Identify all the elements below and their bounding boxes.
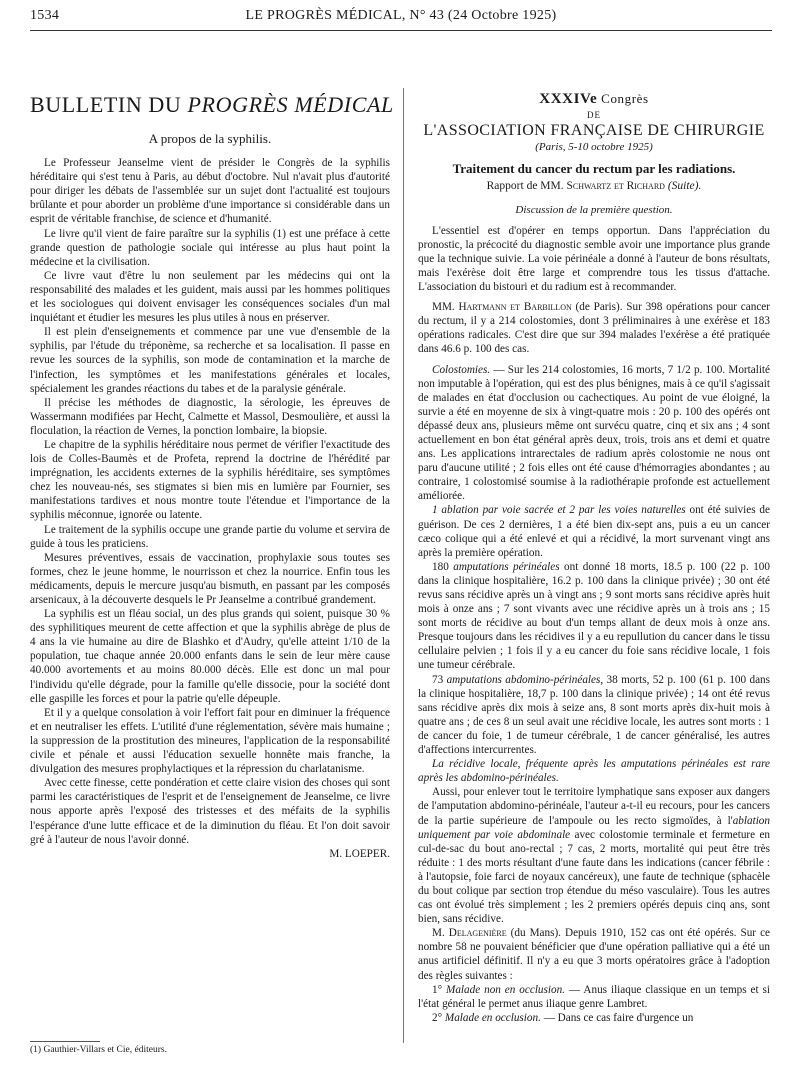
run-in-heading: amputations abdomino-périnéales: [446, 673, 601, 686]
paragraph: Le chapitre de la syphilis héréditaire nous permet de vérifier l'exactitude des lois de Colles-Baumès et de Profeta, reprend la doctrine de l'hérédité par imprégnation, les accidents externes de la syphilis héréditaire, ses symptômes chez les nouveau-nés, ses stigmates si bien mis en lumière par Fournier, ses manifestations tardives et nous montre toute l'étendue et l'importance de la syphilis méconnue, ignorée ou latente.: [30, 438, 390, 522]
paragraph-text: , 38 morts, 52 p. 100 (61 p. 100 dans la clinique hospitalière, 18,7 p. 100 dans la clinique privée) ; 14 ont été revus sans récidive après dix mois à seize ans, 8 sont morts après dix-huit mois à quatre ans ; de ces 8 un seul avait une récidive locale, les autres sont morts : 1 de cancer du foie, 1 de tumeur cérébrale, 1 de cancer généralisé, les autres d'affections intercurrentes.: [418, 673, 771, 757]
paragraph: La syphilis est un fléau social, un des plus grands qui soient, puisque 30 % des syphilitiques meurent de cette affection et que la syphilis abrège de plus de 4 ans la vie humaine au dire de Blashko et d'Audry, qu'elle atteint 1/10 de la population, tue chaque année 20.000 enfants dans le sein de leur mère cause 40.000 avortements et au moins 80.000 décès. Elle est donc un mal pour l'individu qu'elle dégrade, pour la famille qu'elle dissocie, pour la société dont elle gaspille les forces et pour la patrie qu'elle dépeuple.: [30, 608, 390, 705]
bulletin-title: [30, 92, 394, 118]
column-divider: [403, 88, 404, 1043]
paragraph: Le livre qu'il vient de faire paraître sur la syphilis (1) est une préface à cette grande question de pathologie sociale qui intéresse au plus haut point la médecine et la civilisation.: [30, 227, 390, 268]
paragraph-text: (de Paris). Sur 398 opérations pour cancer du rectum, il y a 214 colostomies, dont 3 préliminaires à une exérèse et 183 opérations radicales. C'est dire que sur 394 malades l'exérèse a été pratiquée dans 46.6 p. 100 des cas.: [418, 301, 770, 356]
congress-ordinal: XXXIVe: [539, 91, 598, 107]
run-in-heading: 1 ablation par voie sacrée et 2 par les voies naturelles: [432, 504, 686, 517]
paragraph: [418, 363, 770, 504]
article-subtitle: A propos de la syphilis.: [148, 131, 272, 146]
report-prefix: Rapport de MM.: [486, 180, 567, 193]
paragraph: Mesures préventives, essais de vaccination, prophylaxie sous toutes ses formes, chez le jeune homme, le nourrisson et chez la nourrice. Enfin tous les médicaments, depuis le mercure jusqu'au bismuth, en passant par les composés arsenicaux, à la découverte desquels le Pr Jeanselme a contribué grandement.: [30, 551, 390, 606]
paragraph-text: Aussi, pour enlever tout le territoire lymphatique sans exposer aux dangers de l'amputation abdomino-périnéale, l'auteur a-t-il eu recours, pour les cancers de la partie supérieure de l'ampoule ou les recto sigmoïdes, à l': [418, 786, 770, 827]
paragraph-text: — Anus iliaque classique en un temps et si l'état général le permet anus iliaque genre Lambret.: [418, 983, 770, 1010]
paragraph: Le traitement de la syphilis occupe une grande partie du volume et servira de guide à tous les praticiens.: [30, 523, 390, 550]
paragraph: [418, 926, 770, 982]
header-rule: [30, 30, 772, 31]
paragraph-text: — Dans ce cas faire d'urgence un: [540, 1011, 694, 1024]
italic-phrase: ablation uniquement par voie abdominale: [418, 814, 770, 841]
paragraph: [418, 1011, 770, 1025]
paragraph: Il précise les méthodes de diagnostic, la sérologie, les épreuves de Wassermann modifiées par Hecht, Calmette et Massol, Desmoulière, et aussi la floculation, la réaction de Vernes, la ponction lombaire, la biopsie.: [30, 396, 390, 437]
paragraph: [418, 673, 770, 758]
speaker-names: MM. Hartmann et Barbillon: [432, 301, 572, 314]
bulletin-title-italic: PROGRÈS MÉDICAL: [187, 92, 394, 117]
journal-title: LE PROGRÈS MÉDICAL, N° 43 (24 Octobre 1925): [245, 8, 557, 23]
bulletin-title-plain: BULLETIN DU: [30, 92, 188, 117]
paragraph: [418, 300, 770, 356]
speaker-names: M. Delagenière: [432, 927, 507, 940]
page-number: 1534: [30, 8, 60, 23]
report-suffix: (Suite).: [667, 180, 702, 193]
author-signature: M. LOEPER.: [329, 847, 390, 860]
paragraph: [418, 785, 770, 926]
congress-de: DE: [587, 110, 601, 121]
paragraph-text: ont été suivies de guérison. De ces 2 dernières, 1 a été bien dix-sept ans, puis a eu un cancer cæco colique qui a été enlevé et qui a récidivé, la mort survenant vingt ans après la première opération.: [418, 504, 770, 559]
run-in-heading: Malade non en occlusion.: [446, 983, 565, 996]
run-in-heading: Malade en occlusion.: [444, 1011, 541, 1024]
paragraph-text: (du Mans). Depuis 1910, 152 cas ont été opérés. Sur ce nombre 58 ne pouvaient bénéficier que d'une opération palliative qui a été un anus artificiel définitif. Il n'y a eu que 3 morts opératoires grâce à l'adoption des règles suivantes :: [418, 927, 770, 982]
count: 73: [432, 673, 447, 686]
paragraph: L'essentiel est d'opérer en temps opportun. Dans l'appréciation du pronostic, la précocité du diagnostic semble avoir une importance plus grande que la technique suivie. La voie périnéale a donné à l'auteur de bons résultats, mais l'exérèse doit être large et comprendre tous les tissus d'attache. L'association du bistouri et du radium est à recommander.: [418, 224, 770, 294]
paragraph: [418, 560, 770, 673]
footnote: (1) Gauthier-Villars et Cie, éditeurs.: [30, 1045, 167, 1055]
paragraph: Il est plein d'enseignements et commence par une vue d'ensemble de la syphilis, par l'étude du tréponème, sa recherche et sa localisation. Il passe en revue les sources de la syphilis, son mode de contamination et la marche de l'infection, les symptômes et les manifestations générales et locales, spécialement les grandes réactions du tabes et de la paralysie générale.: [30, 326, 390, 395]
list-number: 1°: [432, 983, 446, 996]
run-in-heading: amputations périnéales: [453, 560, 560, 573]
footnote-rule: [30, 1041, 100, 1042]
congress-word: Congrès: [597, 91, 649, 106]
report-line: [418, 179, 770, 193]
paragraph: [418, 983, 770, 1011]
paragraph: Avec cette finesse, cette pondération et cette claire vision des choses qui sont parmi les caractéristiques de l'esprit et de l'enseignement de Jeanselme, ce livre nous apporte après l'exposé des tristesses et des méfaits de la syphilis l'espérance d'une lutte efficace et de la diminution du fléau. Et l'on doit savoir gré à l'auteur de nous l'avoir donné.: [30, 777, 390, 846]
discussion-heading: Discussion de la première question.: [515, 203, 673, 216]
paragraph: Ce livre vaut d'être lu non seulement par les médecins qui ont la responsabilité des malades et les guident, mais aussi par les hommes politiques et les sociologues qui doivent envisager les conséquences sociales d'un mal inquiétant et étudier les mesures les plus utiles à nous en préserver.: [30, 269, 390, 325]
paragraph-text: avec colostomie terminale et fermeture en cul-de-sac du bout ano-rectal ; 7 cas, 2 morts, mortalité qui peut être très réduite : 1 des morts résultant d'une faute dans les indications (cancer fébrile : à l'autopsie, foie farci de noyaux cancéreux), une faute de technique (sphacèle du bout colique par section trop étendue du méso vasculaire). Tous les autres cas ont évolué très simplement ; les 2 premiers opérés depuis cinq ans, sont bien, sans récidive.: [418, 828, 770, 926]
paragraph: [418, 503, 770, 559]
congress-place-date: (Paris, 5-10 octobre 1925): [535, 141, 653, 154]
paragraph-text: — Sur les 214 colostomies, 16 morts, 7 1/2 p. 100. Mortalité non imputable à l'opération, qui est des plus bénignes, mais à ce qu'il s'agissait de malades en état d'occlusion ou cachectiques. Au point de vue éloigné, la survie a été en moyenne de six à vingt-quatre mois : 20 p. 100 des opérés ont dépassé deux ans, plusieurs même ont survécu quatre, cinq et six ans ; 4 sont actuellement en bon état général après deux, trois, trois ans et demi et quatre ans. Les applications intrarectales de radium après colostomie ne nous ont paru d'aucune utilité ; 2 fois elles ont été cause d'hémorragies abondantes ; au contraire, 1 colostomisé soumise à la radiothérapie profonde est actuellement améliorée.: [418, 363, 770, 503]
paragraph: [418, 757, 770, 785]
left-column: [30, 132, 390, 861]
right-column: [418, 92, 770, 1025]
article-title: Traitement du cancer du rectum par les radiations.: [452, 161, 736, 177]
congress-heading: [418, 92, 770, 106]
italic-paragraph: La récidive locale, fréquente après les amputations périnéales est rare après les abdomino-périnéales.: [418, 758, 770, 785]
list-number: 2°: [432, 1011, 445, 1024]
paragraph: Le Professeur Jeanselme vient de présider le Congrès de la syphilis héréditaire qui s'est tenu à Paris, au début d'octobre. Nul n'avait plus d'autorité pour diriger les débats de l'assemblée sur un sujet dont l'actualité est toujours brûlante et pour aborder un problème d'une importance si considérable dans un esprit de véritable franchise, de science et d'humanité.: [30, 157, 390, 226]
report-authors: Schwartz et Richard: [566, 180, 665, 193]
paragraph-text: ont donné 18 morts, 18.5 p. 100 (22 p. 100 dans la clinique hospitalière, 16.2 p. 100 dans la clinique privée) ; 30 ont été revus sans récidive après un à vingt ans ; 9 sont morts sans récidive après huit mois à onze ans ; 7 sont vivants avec une récidive après un à trois ans ; 15 sont morts de récidive au bout d'un temps allant de deux mois à onze ans. Presque toujours dans les récidives il y a eu repullution du cancer dans le tissu cellulaire pelvien ; 1 fois il y a eu cancer du foie sans récidive locale, 1 fois une tumeur cérébrale.: [418, 560, 770, 672]
run-in-heading: Colostomies.: [432, 363, 491, 376]
count: 180: [432, 560, 454, 573]
paragraph: Et il y a quelque consolation à voir l'effort fait pour en diminuer la fréquence et en neutraliser les effets. L'utilité d'une réglementation, sévère mais humaine ; la suppression de la prostitution des mineures, l'application de la responsabilité civile et pénale et aussi l'éducation sexuelle honnête mais franche, la divulgation des mesures prophylactiques et la répression du charlatanisme.: [30, 706, 390, 776]
association-name: L'ASSOCIATION FRANÇAISE DE CHIRURGIE: [423, 122, 765, 140]
running-head: [30, 8, 772, 28]
